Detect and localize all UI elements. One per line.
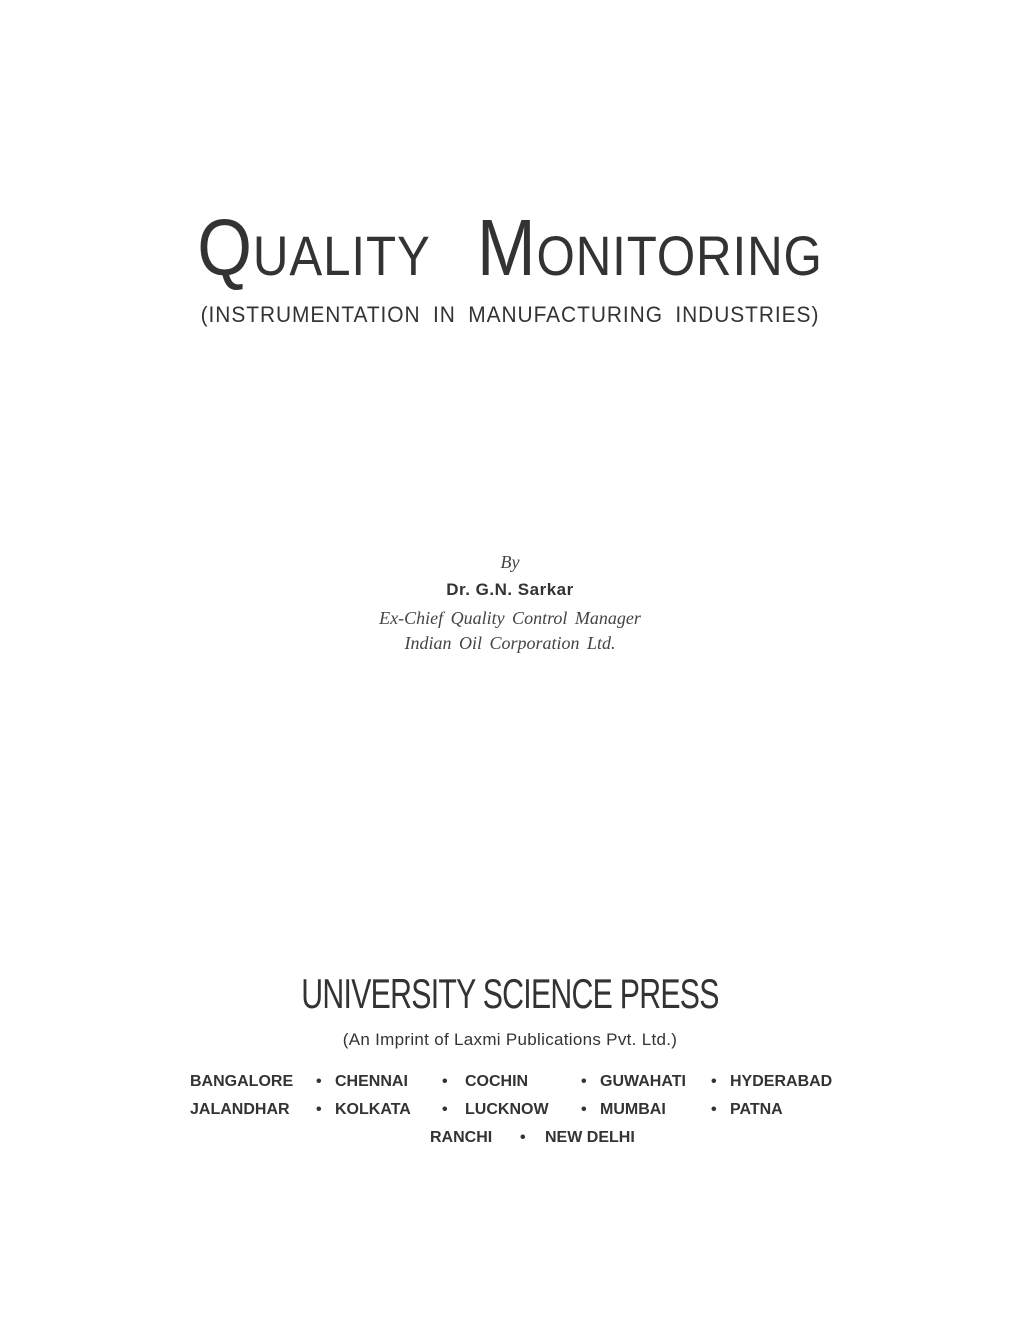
city-item: PATNA — [730, 1101, 783, 1118]
city-item: NEW DELHI — [545, 1129, 635, 1146]
bullet: • — [442, 1101, 448, 1118]
publisher-imprint: (An Imprint of Laxmi Publications Pvt. Ltd.) — [342, 1030, 678, 1049]
city-item: LUCKNOW — [465, 1101, 549, 1118]
bullet: • — [316, 1101, 322, 1118]
author-role: Ex-Chief Quality Control Manager — [379, 608, 641, 628]
bullet: • — [711, 1101, 717, 1118]
city-item: COCHIN — [465, 1073, 529, 1090]
title-rest-quality: UALITY — [252, 224, 431, 287]
author-name: Dr. G.N. Sarkar — [446, 580, 574, 599]
city-item: GUWAHATI — [600, 1073, 686, 1090]
city-item: HYDERABAD — [730, 1073, 833, 1090]
title-rest-monitoring: ONITORING — [536, 224, 823, 287]
author-organization: Indian Oil Corporation Ltd. — [404, 633, 616, 653]
bullet: • — [711, 1073, 717, 1090]
bullet: • — [520, 1129, 526, 1146]
title-initial-m: M — [476, 203, 537, 292]
publisher-cities — [190, 1070, 850, 1154]
cities-row-1 — [190, 1070, 850, 1098]
title-initial-q: Q — [197, 203, 253, 292]
city-item: JALANDHAR — [190, 1101, 290, 1118]
city-item: MUMBAI — [600, 1101, 666, 1118]
bullet: • — [581, 1073, 587, 1090]
bullet: • — [316, 1073, 322, 1090]
book-title — [61, 200, 959, 296]
cities-row-3 — [190, 1126, 850, 1154]
cities-row-2 — [190, 1098, 850, 1126]
city-item: KOLKATA — [335, 1101, 411, 1118]
publisher-name: UNIVERSITY SCIENCE PRESS — [301, 970, 719, 1017]
city-item: BANGALORE — [190, 1073, 294, 1090]
title-word-quality — [197, 200, 430, 296]
title-word-monitoring — [477, 200, 823, 296]
bullet: • — [581, 1101, 587, 1118]
byline — [0, 550, 1020, 656]
city-item: CHENNAI — [335, 1073, 408, 1090]
bullet: • — [442, 1073, 448, 1090]
city-item: RANCHI — [430, 1129, 493, 1146]
book-subtitle: (INSTRUMENTATION IN MANUFACTURING INDUSTRIES) — [200, 302, 820, 327]
by-label: By — [500, 552, 520, 572]
